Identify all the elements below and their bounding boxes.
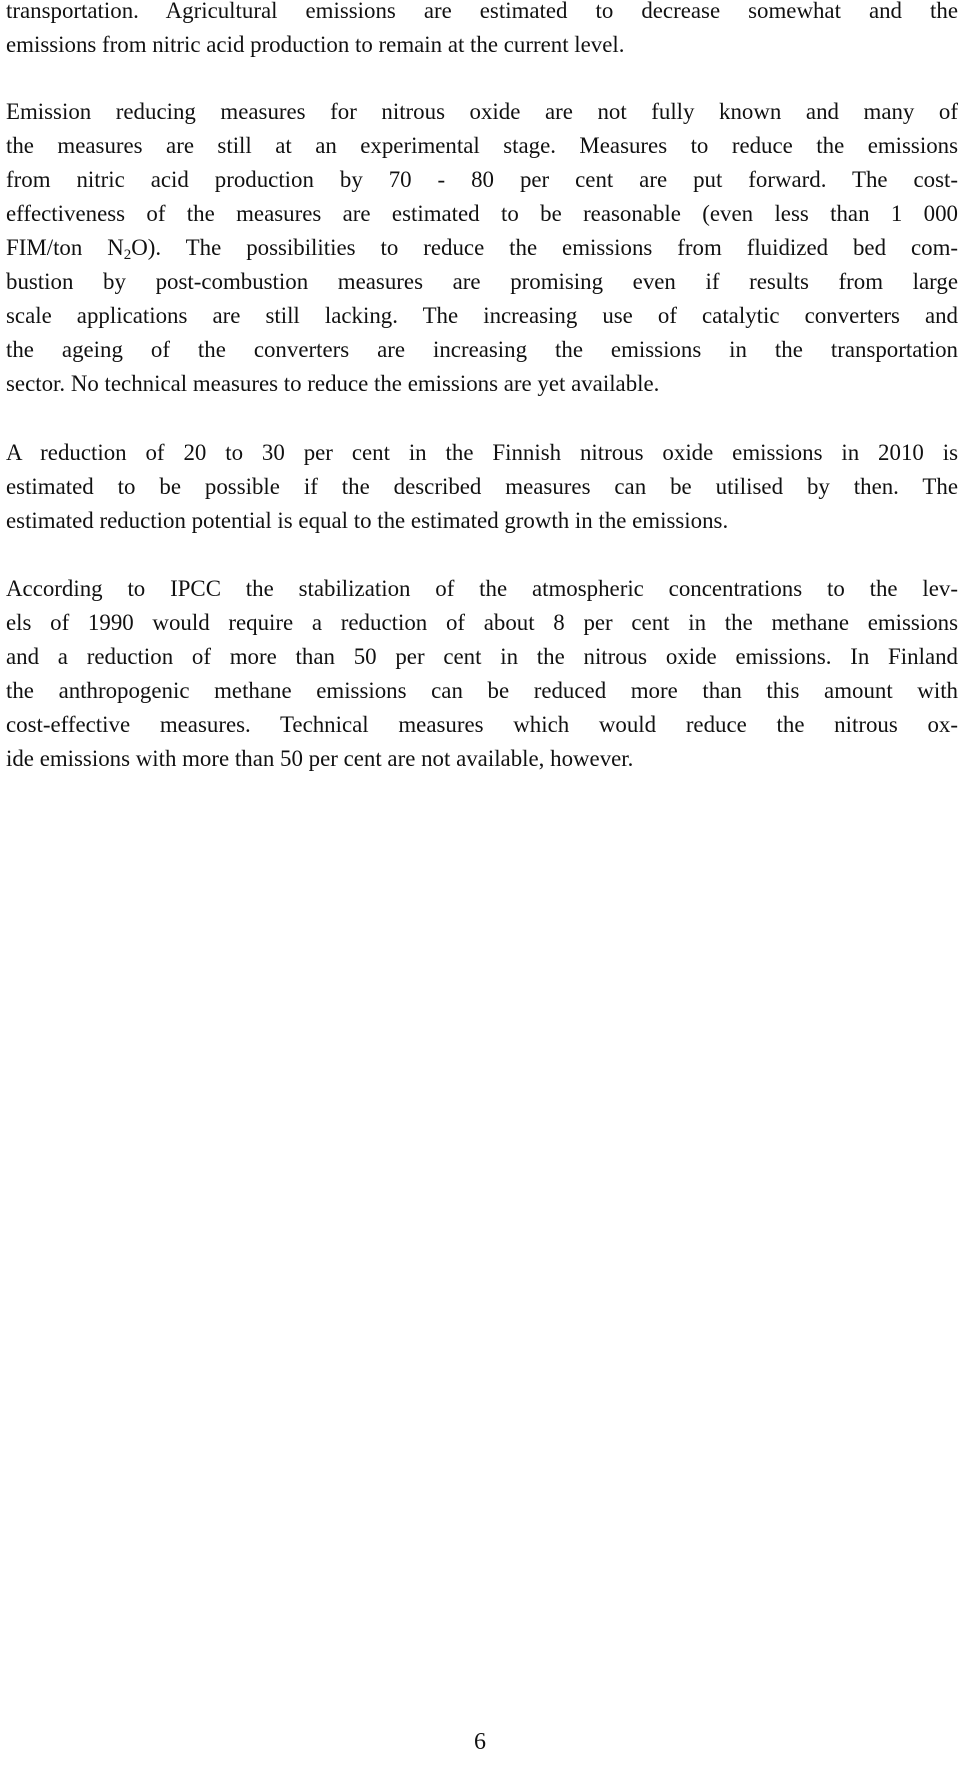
paragraph-ipcc-stabilization: [6, 572, 958, 776]
text-line: A reduction of 20 to 30 per cent in the Finnish nitrous oxide emissions in 2010 is: [6, 440, 958, 465]
text-line: emissions from nitric acid production to remain at the current level.: [6, 32, 625, 57]
text-line: cost-effective measures. Technical measures which would reduce the nitrous ox-: [6, 712, 958, 737]
text-fragment: O). The possibilities to reduce the emissions from fluidized bed com-: [131, 235, 958, 260]
paragraph-finnish-reduction: [6, 436, 958, 538]
text-line: sector. No technical measures to reduce the emissions are yet available.: [6, 371, 660, 396]
text-line: transportation. Agricultural emissions are estimated to decrease somewhat and the: [6, 0, 958, 23]
text-line: estimated reduction potential is equal to the estimated growth in the emissions.: [6, 508, 729, 533]
text-line: According to IPCC the stabilization of the atmospheric concentrations to the lev-: [6, 576, 958, 601]
text-line: and a reduction of more than 50 per cent in the nitrous oxide emissions. In Finland: [6, 644, 958, 669]
text-line: effectiveness of the measures are estimated to be reasonable (even less than 1 000: [6, 201, 958, 226]
text-line-with-subscript: [6, 231, 958, 265]
paragraph-emission-reducing-measures: [6, 95, 958, 401]
page-number: 6: [474, 1729, 486, 1755]
text-line: scale applications are still lacking. The increasing use of catalytic converters and: [6, 303, 958, 328]
text-line: the measures are still at an experimental stage. Measures to reduce the emissions: [6, 133, 958, 158]
text-line: the anthropogenic methane emissions can be reduced more than this amount with: [6, 678, 958, 703]
paragraph-transport-agriculture: [6, 0, 958, 62]
subscript-two: 2: [123, 247, 132, 263]
text-fragment: FIM/ton N: [6, 235, 124, 260]
text-line: estimated to be possible if the described measures can be utilised by then. The: [6, 474, 958, 499]
text-line: the ageing of the converters are increasing the emissions in the transportation: [6, 337, 958, 362]
text-line: bustion by post-combustion measures are promising even if results from large: [6, 269, 958, 294]
text-line: from nitric acid production by 70 - 80 per cent are put forward. The cost-: [6, 167, 958, 192]
text-line: els of 1990 would require a reduction of about 8 per cent in the methane emissions: [6, 610, 958, 635]
text-line: Emission reducing measures for nitrous oxide are not fully known and many of: [6, 99, 958, 124]
text-line: ide emissions with more than 50 per cent are not available, however.: [6, 746, 634, 771]
